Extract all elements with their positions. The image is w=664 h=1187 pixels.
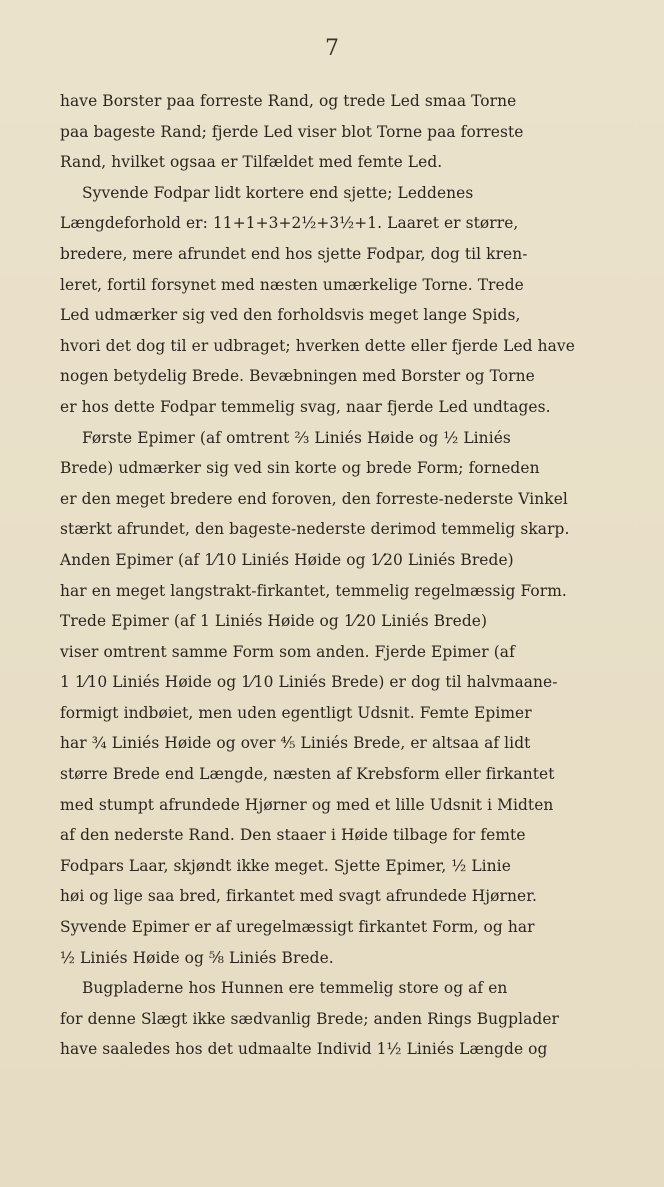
text-line: nogen betydelig Brede. Bevæbningen med Borster og Torne: [60, 367, 535, 386]
text-line: større Brede end Længde, næsten af Krebsform eller firkantet: [60, 765, 555, 784]
text-line: med stumpt afrundede Hjørner og med et lille Udsnit i Midten: [60, 795, 554, 814]
text-line: Led udmærker sig ved den forholdsvis meget lange Spids,: [60, 306, 521, 325]
text-line: er hos dette Fodpar temmelig svag, naar fjerde Led undtages.: [60, 397, 551, 416]
text-line: leret, fortil forsynet med næsten umærkelige Torne. Trede: [60, 275, 524, 294]
text-line: er den meget bredere end foroven, den forreste-nederste Vinkel: [60, 489, 568, 508]
text-line: Bugpladerne hos Hunnen ere temmelig store og af en: [82, 979, 508, 998]
text-line: have saaledes hos det udmaalte Individ 1½ Liniés Længde og: [60, 1040, 548, 1059]
text-line: bredere, mere afrundet end hos sjette Fodpar, dog til kren-: [60, 244, 528, 263]
text-line: ½ Liniés Høide og ⅝ Liniés Brede.: [60, 948, 334, 967]
text-line: høi og lige saa bred, firkantet med svagt afrundede Hjørner.: [60, 887, 537, 906]
text-line: Anden Epimer (af 1⁄10 Liniés Høide og 1⁄20 Liniés Brede): [60, 550, 514, 569]
text-line: Trede Epimer (af 1 Liniés Høide og 1⁄20 Liniés Brede): [60, 612, 488, 631]
text-line: have Borster paa forreste Rand, og trede Led smaa Torne: [60, 92, 517, 110]
text-line: Syvende Fodpar lidt kortere end sjette; Leddenes: [82, 183, 474, 202]
text-line: stærkt afrundet, den bageste-nederste derimod temmelig skarp.: [60, 520, 570, 539]
text-line: Længdeforhold er: 11+1+3+2½+3½+1. Laaret er større,: [60, 214, 519, 233]
text-line: 1 1⁄10 Liniés Høide og 1⁄10 Liniés Brede) er dog til halvmaane-: [60, 673, 558, 692]
text-line: Brede) udmærker sig ved sin korte og brede Form; forneden: [60, 459, 540, 478]
text-line: viser omtrent samme Form som anden. Fjerde Epimer (af: [60, 642, 515, 661]
text-line: Rand, hvilket ogsaa er Tilfældet med femte Led.: [60, 153, 443, 172]
text-line: Første Epimer (af omtrent ⅔ Liniés Høide og ½ Liniés: [82, 428, 511, 447]
text-line: Fodpars Laar, skjøndt ikke meget. Sjette Epimer, ½ Linie: [60, 856, 511, 875]
text-line: formigt indbøiet, men uden egentligt Udsnit. Femte Epimer: [60, 703, 532, 722]
text-line: for denne Slægt ikke sædvanlig Brede; anden Rings Bugplader: [60, 1009, 559, 1028]
text-line: hvori det dog til er udbraget; hverken dette eller fjerde Led have: [60, 336, 575, 355]
text-line: har ¾ Liniés Høide og over ⅘ Liniés Brede, er altsaa af lidt: [60, 734, 531, 753]
text-line: paa bageste Rand; fjerde Led viser blot Torne paa forreste: [60, 122, 524, 141]
text-line: Syvende Epimer er af uregelmæssigt firkantet Form, og har: [60, 918, 535, 937]
page-number: 7: [325, 36, 339, 61]
body-text: [60, 86, 620, 1065]
text-line: af den nederste Rand. Den staaer i Høide tilbage for femte: [60, 826, 526, 845]
text-line: har en meget langstrakt-firkantet, temmelig regelmæssig Form.: [60, 581, 567, 600]
